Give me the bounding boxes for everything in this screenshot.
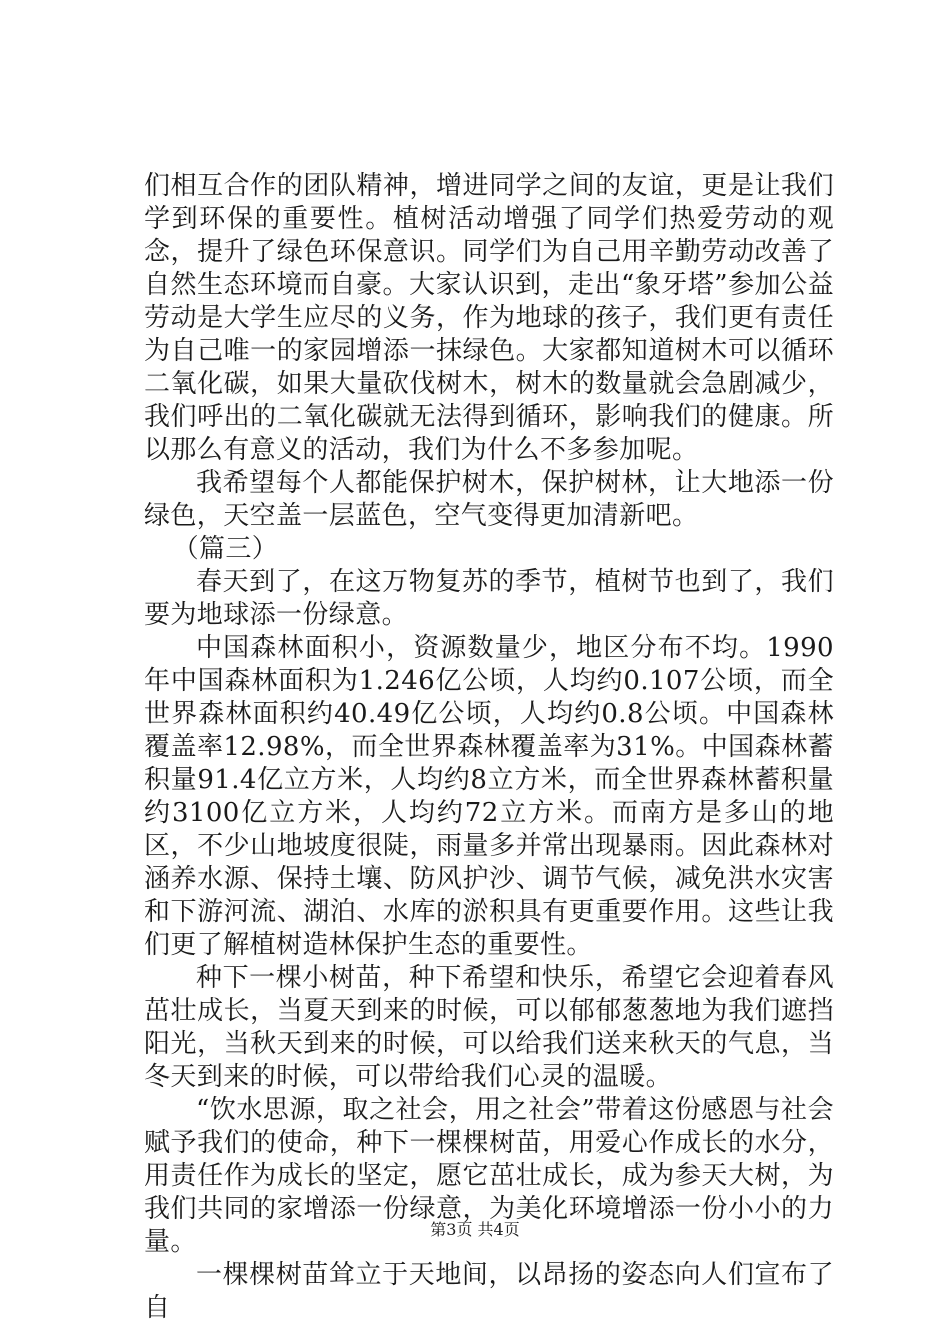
paragraph-7: 一棵棵树苗耸立于天地间，以昂扬的姿态向人们宣布了自 — [144, 1260, 834, 1323]
paragraph-5: 种下一棵小树苗，种下希望和快乐，希望它会迎着春风茁壮成长，当夏天到来的时候，可以郁郁葱葱地为我们遮挡阳光，当秋天到来的时候，可以给我们送来秋天的气息，当冬天到来的时候，可以带给我们心灵的温暖。 — [144, 963, 834, 1092]
paragraph-3: 春天到了，在这万物复苏的季节，植树节也到了，我们要为地球添一份绿意。 — [144, 567, 834, 630]
paragraph-6: “饮水思源，取之社会，用之社会”带着这份感恩与社会赋予我们的使命，种下一棵棵树苗，用爱心作成长的水分，用责任作为成长的坚定，愿它茁壮成长，成为参天大树，为我们共同的家增添一份绿意，为美化环境增添一份小小的力量。 — [144, 1095, 834, 1257]
paragraph-1: 们相互合作的团队精神，增进同学之间的友谊，更是让我们学到环保的重要性。植树活动增强了同学们热爱劳动的观念，提升了绿色环保意识。同学们为自己用辛勤劳动改善了自然生态环境而自豪。大家认识到，走出“象牙塔”参加公益劳动是大学生应尽的义务，作为地球的孩子，我们更有责任为自己唯一的家园增添一抹绿色。大家都知道树木可以循环二氧化碳，如果大量砍伐树木，树木的数量就会急剧减少，我们呼出的二氧化碳就无法得到循环，影响我们的健康。所以那么有意义的活动，我们为什么不多参加呢。 — [144, 171, 834, 465]
document-body — [144, 170, 834, 1325]
section-heading: （篇三） — [172, 534, 279, 564]
paragraph-2: 我希望每个人都能保护树木，保护树林，让大地添一份绿色，天空盖一层蓝色，空气变得更加清新吧。 — [144, 468, 834, 531]
page-number-footer: 第3页 共4页 — [430, 1220, 520, 1239]
paragraph-4: 中国森林面积小，资源数量少，地区分布不均。1990年中国森林面积为1.246亿公顷，人均约0.107公顷，而全世界森林面积约40.49亿公顷，人均约0.8公顷。中国森林覆盖率12.98%，而全世界森林覆盖率为31%。中国森林蓄积量91.4亿立方米，人均约8立方米，而全世界森林蓄积量约3100亿立方米，人均约72立方米。而南方是多山的地区，不少山地坡度很陡，雨量多并常出现暴雨。因此森林对涵养水源、保持土壤、防风护沙、调节气候，减免洪水灾害和下游河流、湖泊、水库的淤积具有更重要作用。这些让我们更了解植树造林保护生态的重要性。 — [144, 633, 834, 960]
